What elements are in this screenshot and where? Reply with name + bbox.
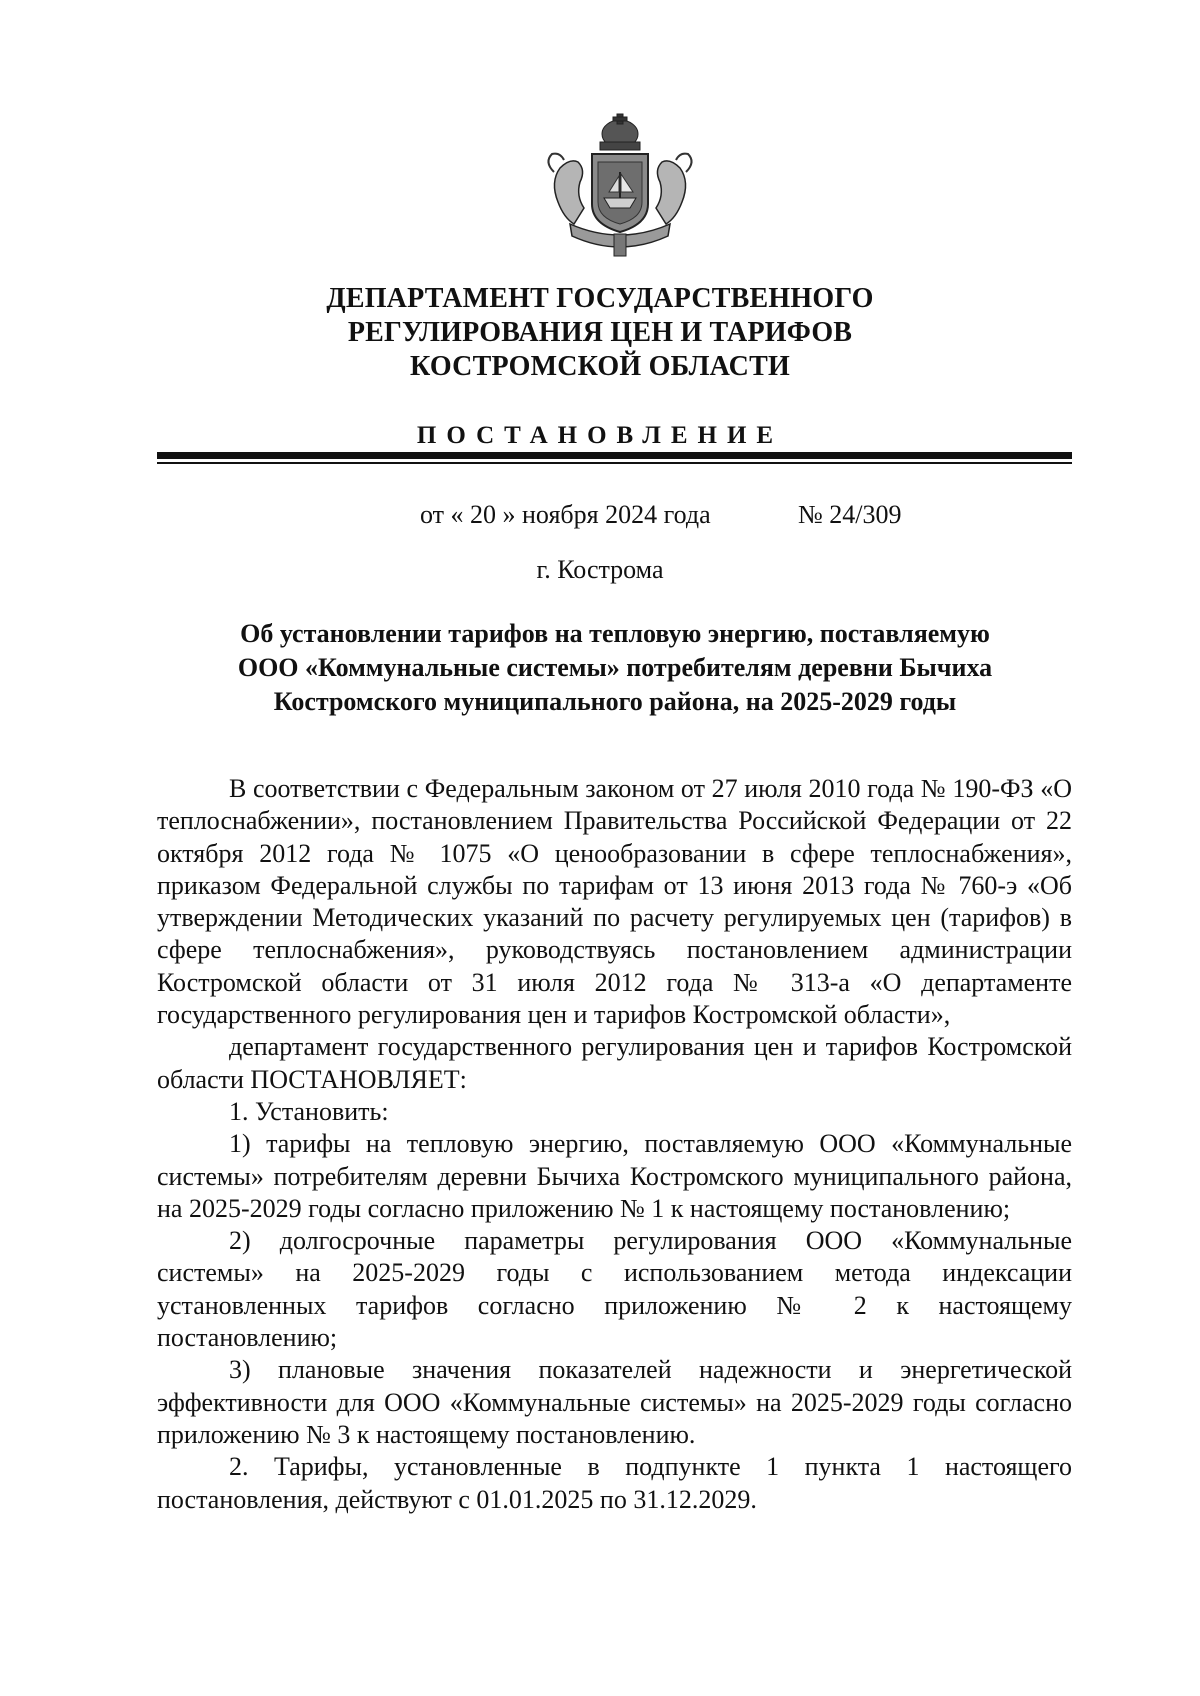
document-number: № 24/309 <box>798 500 902 529</box>
header-rule-thick <box>157 452 1072 459</box>
preamble-paragraph: В соответствии с Федеральным законом от 27 июля 2010 года № 190-ФЗ «О теплоснабжении», постановлением Правительства Российской Федерации от 22 октября 2012 года № 1075 «О ценообразовании в сфере теплоснабжения», приказом Федеральной службы по тарифам от 13 июня 2013 года № 760-э «Об утверждении Методических указаний по расчету регулируемых цен (тарифов) в сфере теплоснабжения», руководствуясь постановлением администрации Костромской области от 31 июля 2012 года № 313-а «О департаменте государственного регулирования цен и тарифов Костромской области», <box>157 774 1072 1030</box>
coat-of-arms-icon <box>540 112 700 260</box>
item-1-paragraph: 1. Установить: <box>229 1096 389 1126</box>
item-2-paragraph: 2. Тарифы, установленные в подпункте 1 пункта 1 настоящего постановления, действуют с 01.01.2025 по 31.12.2029. <box>157 1452 1072 1514</box>
department-name <box>200 282 1000 384</box>
subitem-1-paragraph: 1) тарифы на тепловую энергию, поставляемую ООО «Коммунальные системы» потребителям деревни Бычиха Костромского муниципального района, на 2025-2029 годы согласно приложению № 1 к настоящему постановлению; <box>157 1129 1072 1223</box>
header-rule-thin <box>157 462 1072 464</box>
document-subject <box>160 617 1070 719</box>
resolution-paragraph: департамент государственного регулирования цен и тарифов Костромской области ПОСТАНОВЛЯЕТ: <box>157 1032 1072 1094</box>
subitem-2-paragraph: 2) долгосрочные параметры регулирования ООО «Коммунальные системы» на 2025-2029 годы с использованием метода индексации установленных тарифов согласно приложению № 2 к настоящему постановлению; <box>157 1226 1072 1353</box>
department-line: ДЕПАРТАМЕНТ ГОСУДАРСТВЕННОГО <box>326 283 874 314</box>
department-line: РЕГУЛИРОВАНИЯ ЦЕН И ТАРИФОВ <box>347 317 853 348</box>
subject-line: Костромского муниципального района, на 2025-2029 годы <box>273 687 957 716</box>
document-body <box>157 773 1072 1516</box>
subitem-3-paragraph: 3) плановые значения показателей надежности и энергетической эффективности для ООО «Коммунальные системы» на 2025-2029 годы согласно приложению № 3 к настоящему постановлению. <box>157 1355 1072 1449</box>
department-line: КОСТРОМСКОЙ ОБЛАСТИ <box>410 351 790 382</box>
document-city: г. Кострома <box>536 555 664 584</box>
document-type: ПОСТАНОВЛЕНИЕ <box>416 422 784 449</box>
subject-line: Об установлении тарифов на тепловую энергию, поставляемую <box>240 619 990 648</box>
subject-line: ООО «Коммунальные системы» потребителям деревни Бычиха <box>237 653 993 682</box>
document-date: от « 20 » ноября 2024 года <box>420 500 711 529</box>
